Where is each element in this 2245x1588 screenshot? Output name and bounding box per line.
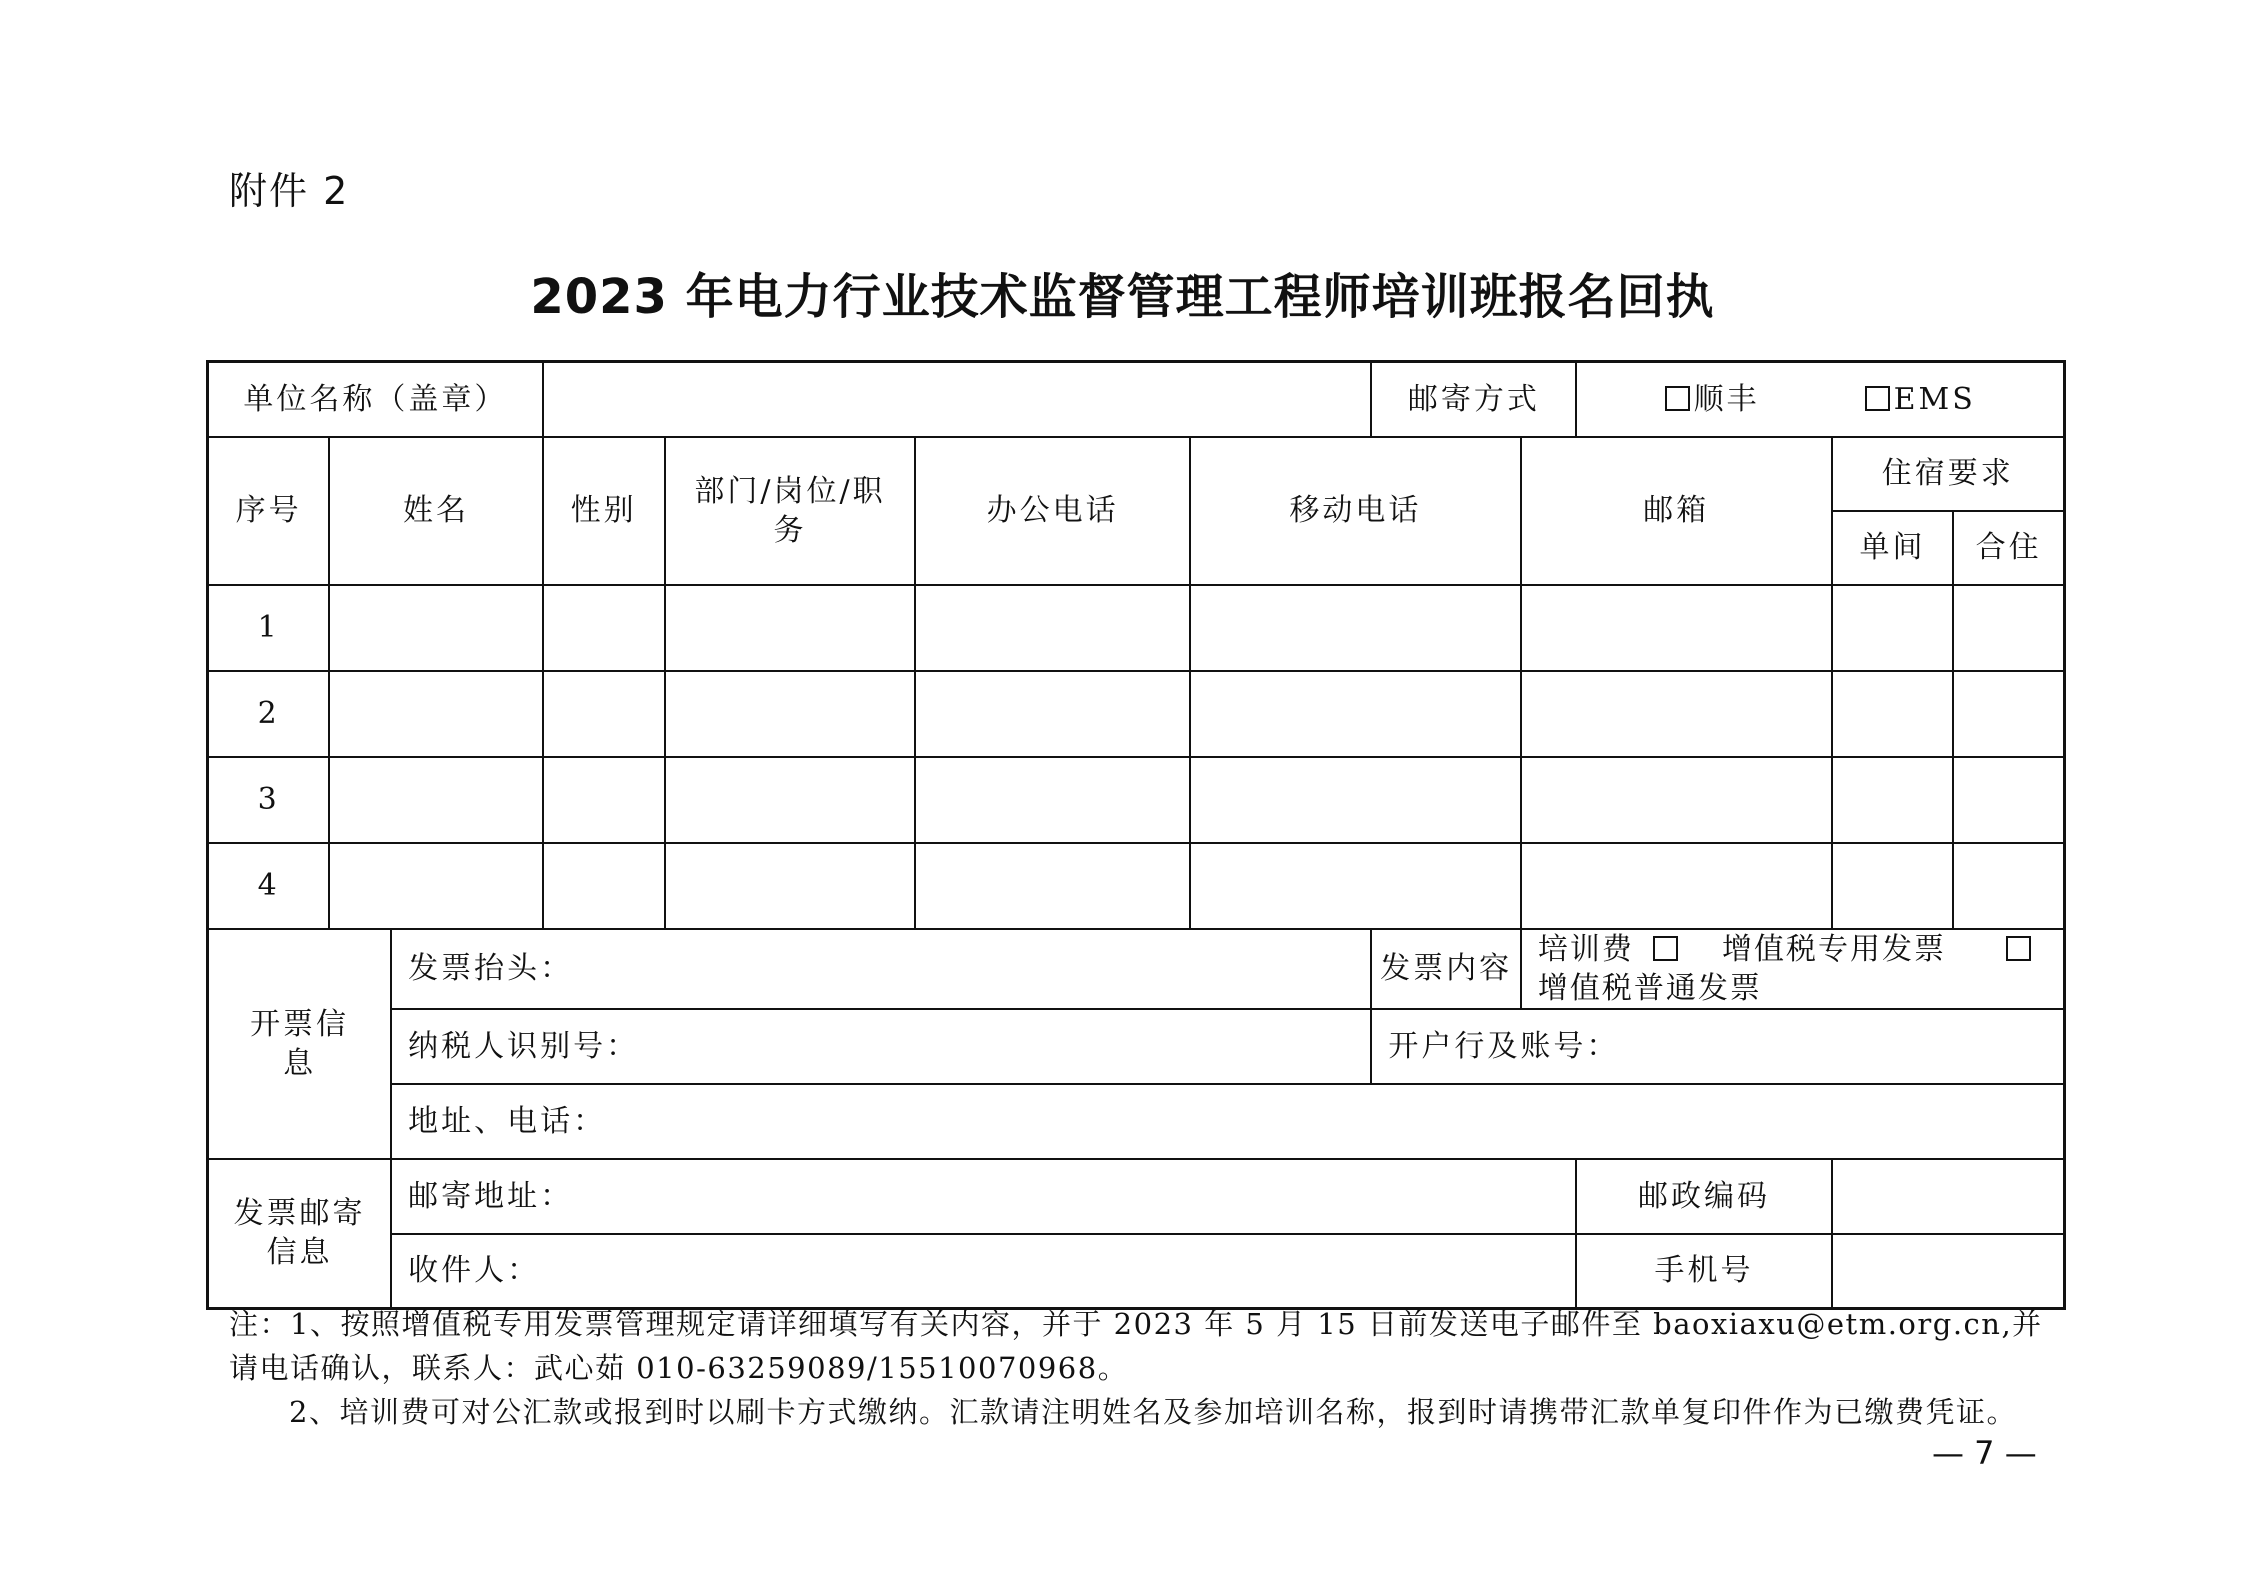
name-cell[interactable] [329, 843, 543, 929]
shared-room-cell[interactable] [1953, 757, 2064, 843]
office-phone-cell[interactable] [915, 671, 1189, 757]
mail-method-options [1576, 362, 2064, 437]
mail-option-ems[interactable]: EMS [1865, 380, 1976, 419]
shared-room-cell[interactable] [1953, 843, 2064, 929]
dept-cell[interactable] [665, 671, 916, 757]
name-cell[interactable] [329, 671, 543, 757]
table-row [208, 843, 2065, 929]
mobile-cell[interactable] [1190, 843, 1521, 929]
checkbox-icon[interactable] [1865, 386, 1890, 411]
invoice-content-options: 培训费 增值税专用发票 增值税普通发票 [1521, 929, 2065, 1009]
row-number: 2 [208, 671, 330, 757]
bank-account-field[interactable]: 开户行及账号： [1371, 1009, 2064, 1084]
single-room-cell[interactable] [1832, 843, 1954, 929]
table-row [208, 671, 2065, 757]
checkbox-icon[interactable] [1665, 386, 1690, 411]
gender-cell[interactable] [543, 671, 665, 757]
header-name: 姓名 [329, 437, 543, 585]
header-seq: 序号 [208, 437, 330, 585]
shared-room-cell[interactable] [1953, 585, 2064, 671]
notes [229, 1302, 2049, 1434]
invoice-content-label: 发票内容 [1371, 929, 1520, 1009]
dept-cell[interactable] [665, 757, 916, 843]
dept-cell[interactable] [665, 585, 916, 671]
checkbox-icon[interactable] [1653, 936, 1678, 961]
row-number: 3 [208, 757, 330, 843]
postcode-label: 邮政编码 [1576, 1159, 1831, 1234]
email-cell[interactable] [1521, 843, 1832, 929]
header-lodging: 住宿要求 [1832, 437, 2065, 511]
header-shared-room: 合住 [1953, 511, 2064, 585]
office-phone-cell[interactable] [915, 757, 1189, 843]
gender-cell[interactable] [543, 585, 665, 671]
name-cell[interactable] [329, 757, 543, 843]
header-gender: 性别 [543, 437, 665, 585]
invoice-section-label: 开票信息 [208, 929, 392, 1159]
invoice-title-field[interactable]: 发票抬头： [391, 929, 1371, 1009]
row-number: 4 [208, 843, 330, 929]
row-number: 1 [208, 585, 330, 671]
postcode-field[interactable] [1832, 1159, 2065, 1234]
attachment-label: 附件 2 [229, 169, 350, 213]
mail-method-label: 邮寄方式 [1371, 362, 1576, 437]
header-office-phone: 办公电话 [915, 437, 1189, 585]
email-cell[interactable] [1521, 757, 1832, 843]
email-cell[interactable] [1521, 585, 1832, 671]
note-2: 2、培训费可对公汇款或报到时以刷卡方式缴纳。汇款请注明姓名及参加培训名称，报到时请携带汇款单复印件作为已缴费凭证。 [289, 1395, 2017, 1429]
dept-cell[interactable] [665, 843, 916, 929]
mobile-cell[interactable] [1190, 757, 1521, 843]
page-number: — 7 — [1932, 1434, 2037, 1472]
unit-name-label: 单位名称（盖章） [208, 362, 543, 437]
single-room-cell[interactable] [1832, 671, 1954, 757]
email-cell[interactable] [1521, 671, 1832, 757]
recipient-field[interactable]: 收件人： [391, 1234, 1576, 1309]
recipient-mobile-label: 手机号 [1576, 1234, 1831, 1309]
mail-address-field[interactable]: 邮寄地址： [391, 1159, 1576, 1234]
office-phone-cell[interactable] [915, 585, 1189, 671]
single-room-cell[interactable] [1832, 585, 1954, 671]
mailing-section-label: 发票邮寄信息 [208, 1159, 392, 1309]
single-room-cell[interactable] [1832, 757, 1954, 843]
name-cell[interactable] [329, 585, 543, 671]
table-row [208, 585, 2065, 671]
recipient-mobile-field[interactable] [1832, 1234, 2065, 1309]
header-mobile: 移动电话 [1190, 437, 1521, 585]
table-row [208, 757, 2065, 843]
address-phone-field[interactable]: 地址、电话： [391, 1084, 2064, 1159]
shared-room-cell[interactable] [1953, 671, 2064, 757]
header-single-room: 单间 [1832, 511, 1954, 585]
mobile-cell[interactable] [1190, 671, 1521, 757]
header-dept: 部门/岗位/职务 [665, 437, 916, 585]
checkbox-icon[interactable] [2006, 936, 2031, 961]
note-1: 注：1、按照增值税专用发票管理规定请详细填写有关内容，并于 2023 年 5 月 15 日前发送电子邮件至 baoxiaxu@etm.org.cn,并请电话确认，联系人：武心茹 010-63259089/15510070968。 [229, 1307, 2043, 1385]
unit-name-field[interactable] [543, 362, 1372, 437]
gender-cell[interactable] [543, 757, 665, 843]
office-phone-cell[interactable] [915, 843, 1189, 929]
page-title: 2023 年电力行业技术监督管理工程师培训班报名回执 [530, 269, 1715, 325]
tax-id-field[interactable]: 纳税人识别号： [391, 1009, 1371, 1084]
mobile-cell[interactable] [1190, 585, 1521, 671]
registration-form-table [206, 360, 2066, 1310]
header-email: 邮箱 [1521, 437, 1832, 585]
mail-option-sf[interactable]: 顺丰 [1665, 380, 1760, 419]
gender-cell[interactable] [543, 843, 665, 929]
